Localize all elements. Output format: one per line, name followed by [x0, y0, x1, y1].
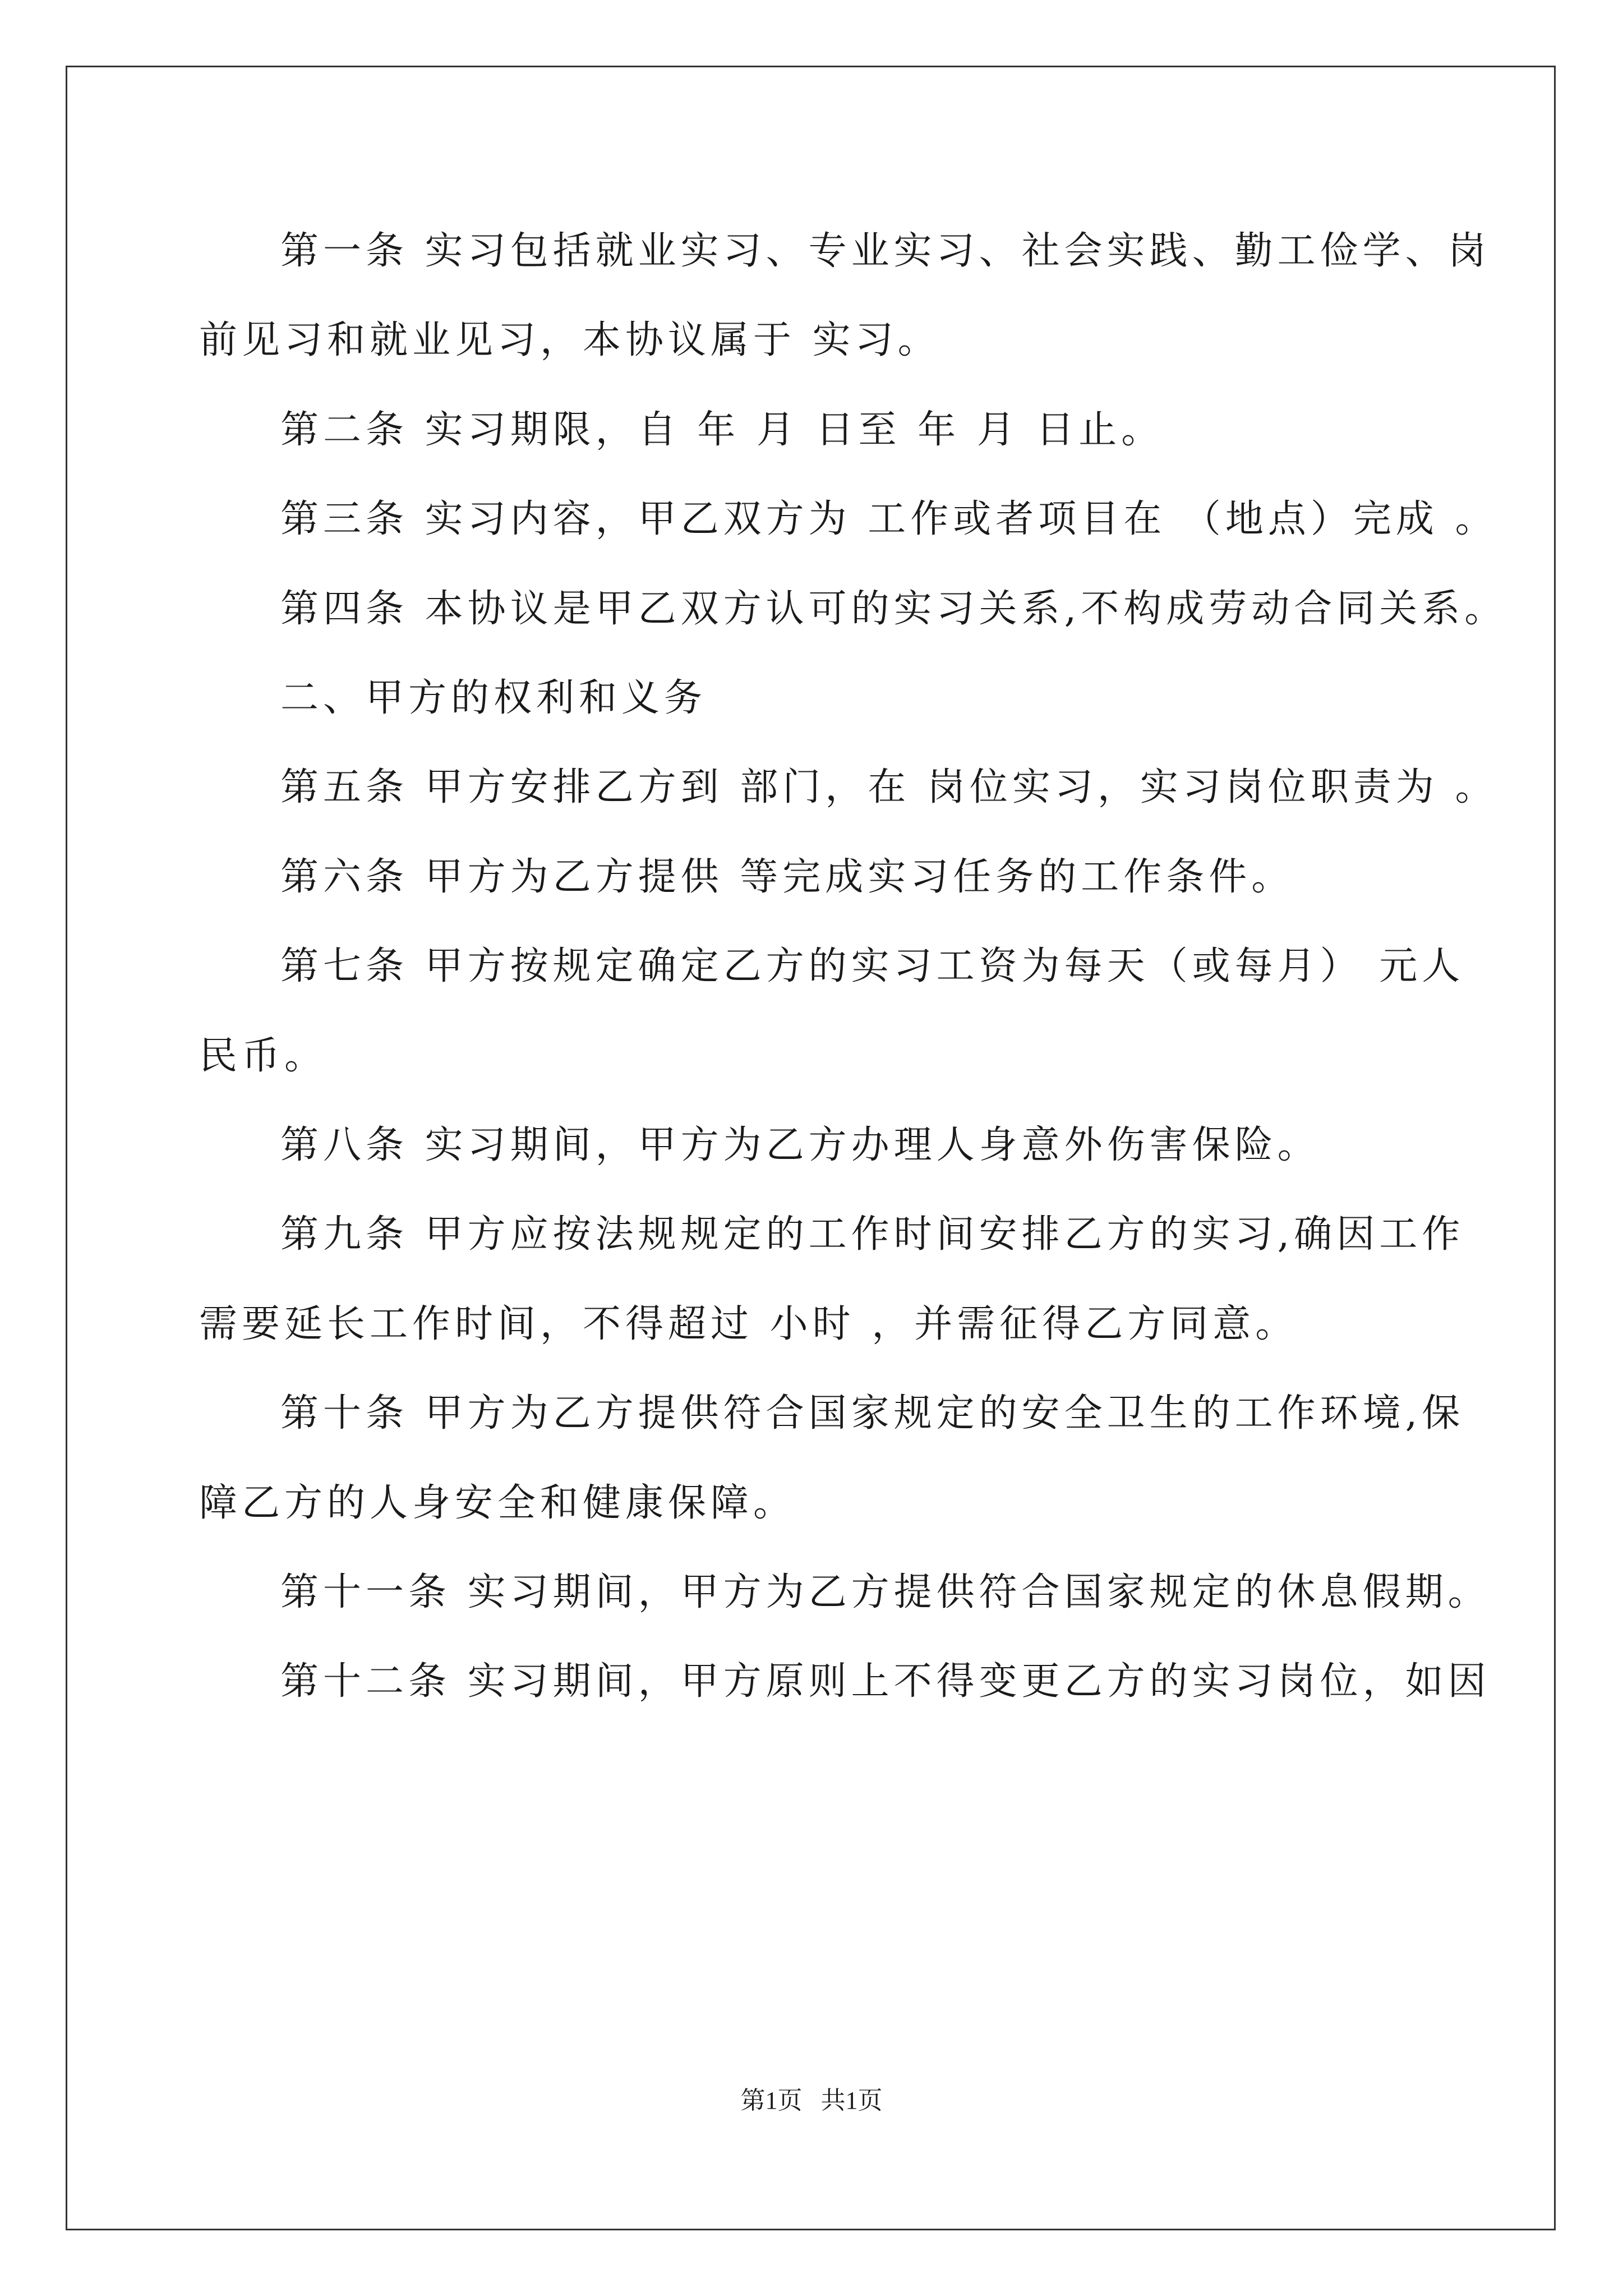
article-11: 第十一条 实习期间，甲方为乙方提供符合国家规定的休息假期。: [280, 1570, 1491, 1614]
article-1-line-1: 第一条 实习包括就业实习、专业实习、社会实践、勤工俭学、岗: [280, 229, 1491, 273]
article-9-line-1: 第九条 甲方应按法规规定的工作时间安排乙方的实习,确因工作: [280, 1212, 1465, 1257]
article-8: 第八条 实习期间，甲方为乙方办理人身意外伤害保险。: [280, 1123, 1320, 1167]
article-5: 第五条 甲方安排乙方到 部门，在 岗位实习，实习岗位职责为 。: [280, 765, 1498, 809]
article-12-line-1: 第十二条 实习期间，甲方原则上不得变更乙方的实习岗位，如因: [280, 1659, 1491, 1704]
article-10-line-1: 第十条 甲方为乙方提供符合国家规定的安全卫生的工作环境,保: [280, 1391, 1465, 1435]
article-9-line-2: 需要延长工作时间，不得超过 小时 ，并需征得乙方同意。: [199, 1302, 1298, 1346]
article-1-line-2: 前见习和就业见习，本协议属于 实习。: [199, 318, 940, 362]
article-3: 第三条 实习内容，甲乙双方为 工作或者项目在 （地点）完成 。: [280, 497, 1498, 541]
article-7-line-2: 民币。: [199, 1034, 328, 1078]
page-number-footer: 第1页 共1页: [740, 2087, 883, 2114]
article-7-line-1: 第七条 甲方按规定确定乙方的实习工资为每天（或每月） 元人: [280, 944, 1465, 988]
article-10-line-2: 障乙方的人身安全和健康保障。: [199, 1481, 796, 1525]
article-4: 第四条 本协议是甲乙双方认可的实习关系,不构成劳动合同关系。: [280, 587, 1507, 631]
article-2: 第二条 实习期限，自 年 月 日至 年 月 日止。: [280, 408, 1164, 452]
article-6: 第六条 甲方为乙方提供 等完成实习任务的工作条件。: [280, 855, 1294, 899]
section-heading-2: 二、甲方的权利和义务: [280, 676, 707, 720]
